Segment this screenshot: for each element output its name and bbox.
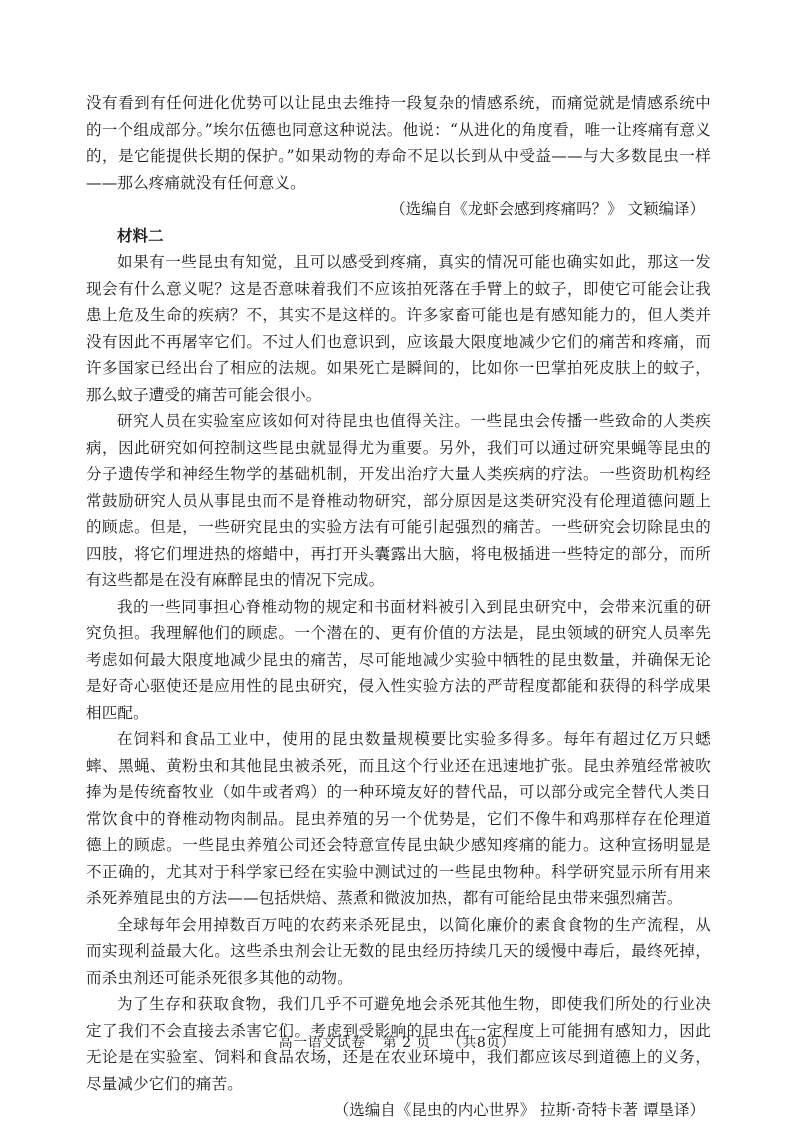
- paragraph: 研究人员在实验室应该如何对待昆虫也值得关注。一些昆虫会传播一些致命的人类疾病，因此研究如何控制这些昆虫就显得尤为重要。另外，我们可以通过研究果蝇等昆虫的分子遗传学和神经生物学的基础机制，开发出治疗大量人类疾病的疗法。一些资助机构经常鼓励研究人员从事昆虫而不是脊椎动物研究，部分原因是这类研究没有伦理道德问题上的顾虑。但是，一些研究昆虫的实验方法有可能引起强烈的痛苦。一些研究会切除昆虫的四肢，将它们埋进热的熔蜡中，再打开头囊露出大脑，将电极插进一些特定的部分，而所有这些都是在没有麻醉昆虫的情况下完成。: [86, 412, 711, 589]
- page-footer: [0, 1032, 794, 1052]
- material-one-continuation: 没有看到有任何进化优势可以让昆虫去维持一段复杂的情感系统，而痛觉就是情感系统中的一个组成部分。”埃尔伍德也同意这种说法。他说：“从进化的角度看，唯一让疼痛有意义的，是它能提供长期的保护。”如果动物的寿命不足以长到从中受益——与大多数昆虫一样——那么疼痛就没有任何意义。: [86, 94, 711, 192]
- paragraph: 为了生存和获取食物，我们几乎不可避免地会杀死其他生物，即使我们所处的行业决定了我们不会直接去杀害它们。考虑到受影响的昆虫在一定程度上可能拥有感知力，因此无论是在实验室、饲料和食品农场，还是在农业环境中，我们都应该尽到道德上的义务，尽量减少它们的痛苦。: [86, 995, 711, 1093]
- material-two-source: （选编自《昆虫的内心世界》 拉斯·奇特卡著 谭垦译）: [333, 1101, 705, 1119]
- material-one-source: （选编自《龙虾会感到疼痛吗？》 文颖编译）: [390, 200, 705, 218]
- document-body: [86, 90, 711, 1124]
- paragraph: 全球每年会用掉数百万吨的农药来杀死昆虫，以简化廉价的素食食物的生产流程，从而实现利益最大化。这些杀虫剂会让无数的昆虫经历持续几天的缓慢中毒后，最终死掉，而杀虫剂还可能杀死很多其他的动物。: [86, 915, 711, 987]
- material-two-heading: 材料二: [117, 225, 164, 245]
- paragraph: 如果有一些昆虫有知觉，且可以感受到疼痛，真实的情况可能也确实如此，那这一发现会有什么意义呢？这是否意味着我们不应该拍死落在手臂上的蚊子，即使它可能会让我患上危及生命的疾病？不，其实不是这样的。许多家畜可能也是有感知能力的，但人类并没有因此不再屠宰它们。不过人们也意识到，应该最大限度地减少它们的痛苦和疼痛，而许多国家已经出台了相应的法规。如果死亡是瞬间的，比如你一巴掌拍死皮肤上的蚊子，那么蚊子遭受的痛苦可能会很小。: [86, 253, 711, 404]
- footer-page-total: （共8页）: [447, 1035, 516, 1051]
- paragraph: 我的一些同事担心脊椎动物的规定和书面材料被引入到昆虫研究中，会带来沉重的研究负担。我理解他们的顾虑。一个潜在的、更有价值的方法是，昆虫领域的研究人员率先考虑如何最大限度地减少昆虫的痛苦，尽可能地减少实验中牺牲的昆虫数量，并确保无论是好奇心驱使还是应用性的昆虫研究，侵入性实验方法的严苛程度都能和获得的科学成果相匹配。: [86, 597, 711, 722]
- footer-exam-title: 高一语文试卷: [278, 1035, 366, 1051]
- footer-page-number: 第 2 页: [382, 1035, 431, 1051]
- paragraph: 在饲料和食品工业中，使用的昆虫数量规模要比实验多得多。每年有超过亿万只蟋蟀、黑蝇、黄粉虫和其他昆虫被杀死，而且这个行业还在迅速地扩张。昆虫养殖经常被吹捧为是传统畜牧业（如牛或者鸡）的一种环境友好的替代品，可以部分或完全替代人类日常饮食中的脊椎动物肉制品。昆虫养殖的另一个优势是，它们不像牛和鸡那样存在伦理道德上的顾虑。一些昆虫养殖公司还会特意宣传昆虫缺少感知疼痛的能力。这种宣扬明显是不正确的，尤其对于科学家已经在实验中测试过的一些昆虫物种。科学研究显示所有用来杀死养殖昆虫的方法——包括烘焙、蒸煮和微波加热，都有可能给昆虫带来强烈痛苦。: [86, 730, 711, 907]
